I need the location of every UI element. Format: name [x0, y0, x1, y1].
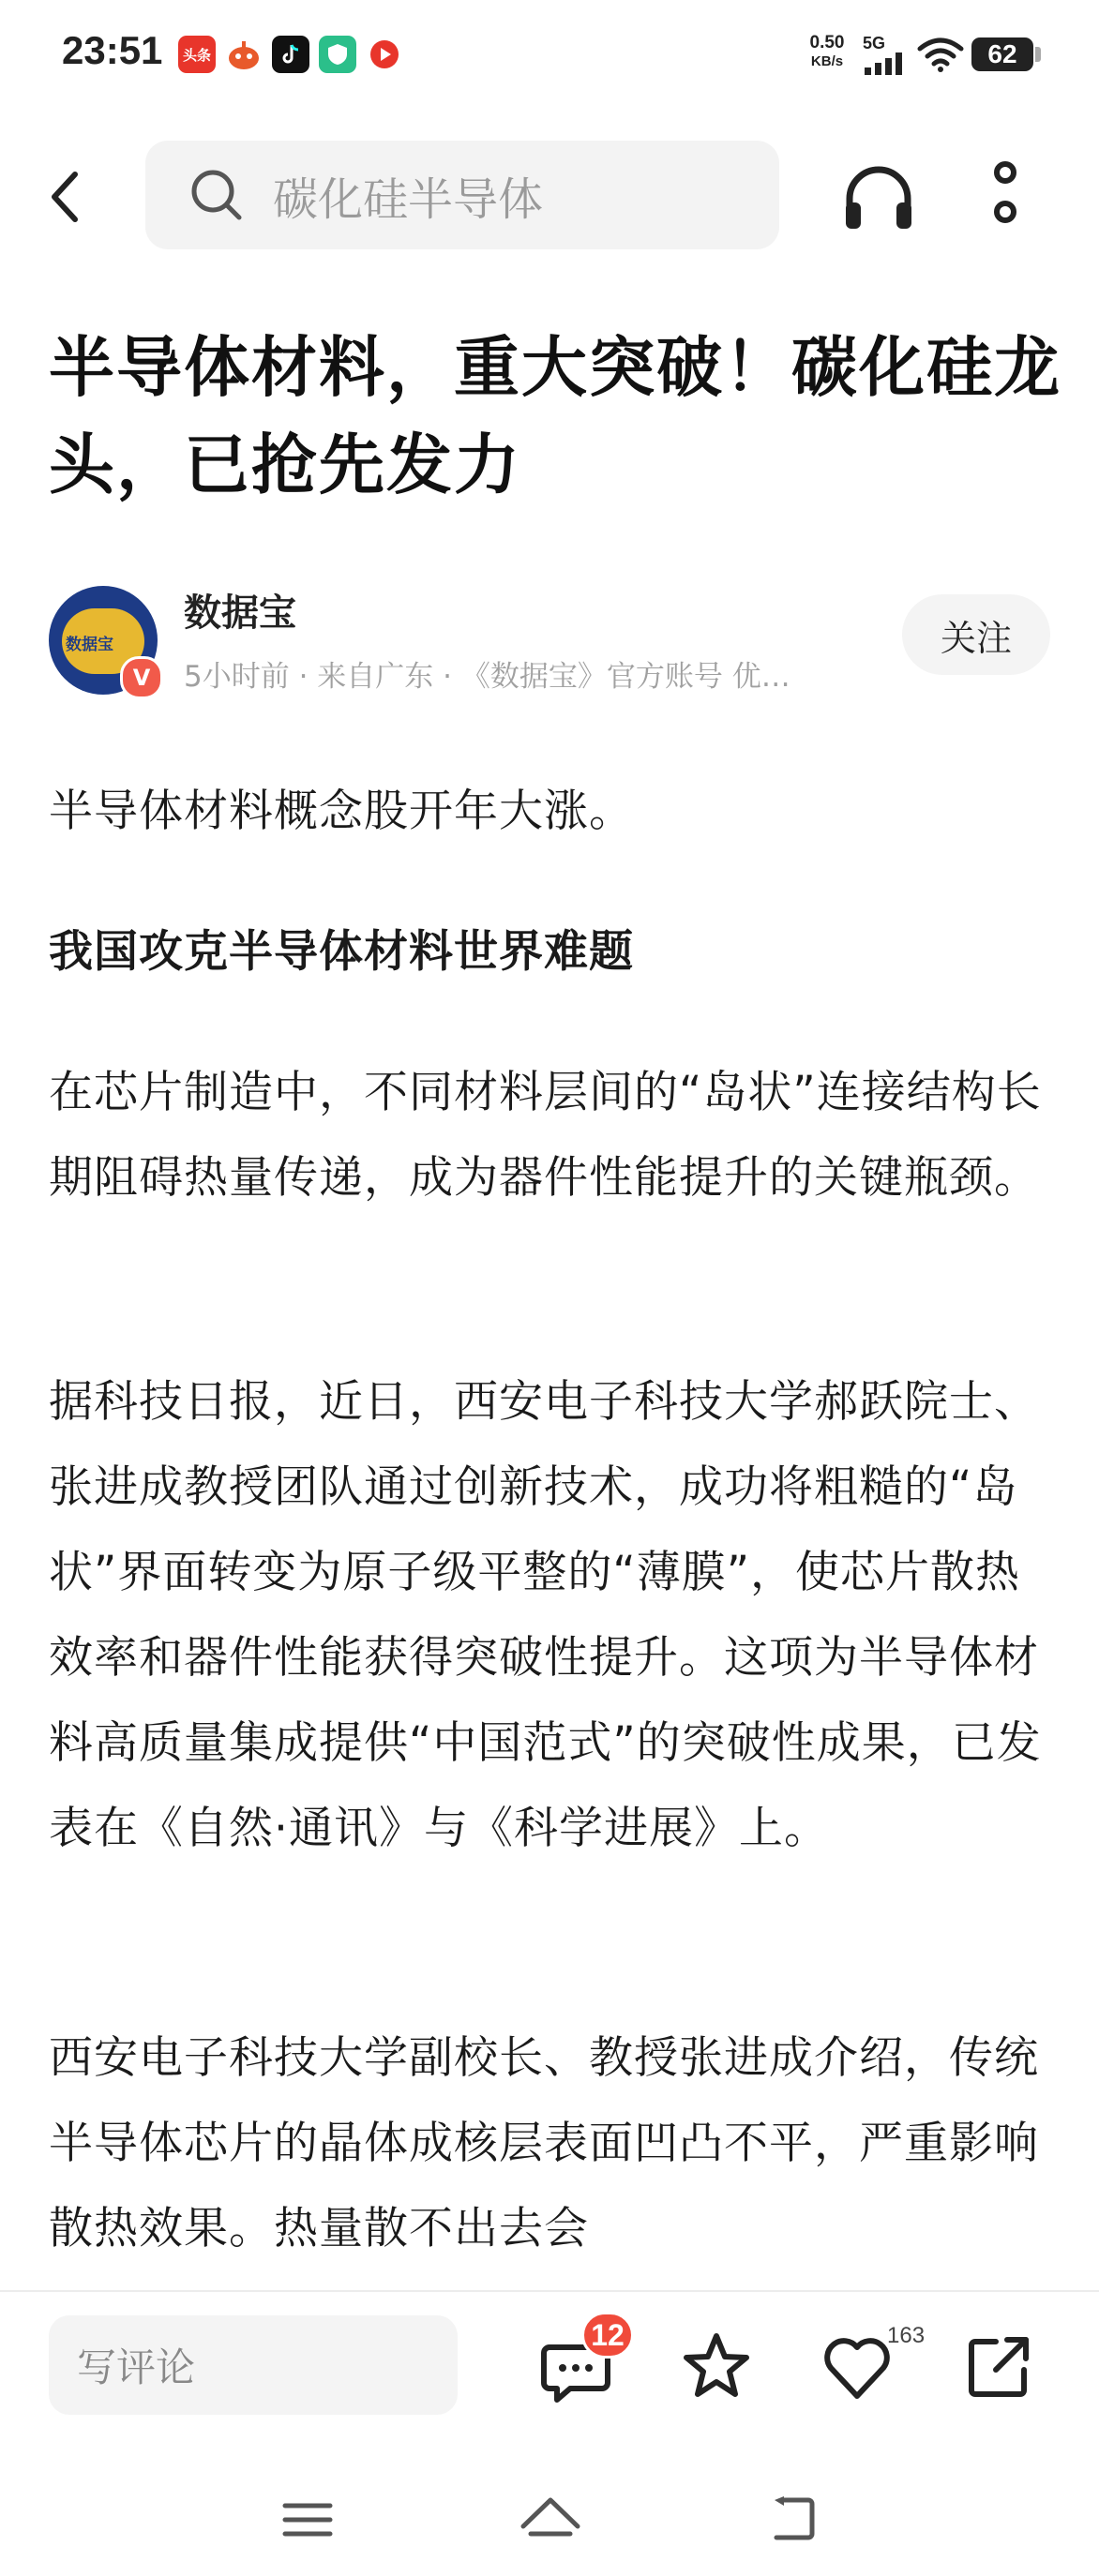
search-icon — [187, 165, 247, 225]
status-bar — [0, 0, 1099, 112]
avatar-text: 数据宝 — [66, 636, 113, 654]
author-meta: 5小时前 · 来自广东 · 《数据宝》官方账号 优… — [184, 660, 790, 694]
back-nav-icon[interactable] — [765, 2493, 821, 2545]
network-type: 5G — [863, 34, 886, 52]
more-vertical-icon — [985, 159, 1026, 236]
game-app-icon — [225, 36, 263, 73]
battery-indicator: 62 — [971, 37, 1033, 71]
article-subheading: 我国攻克半导体材料世界难题 — [49, 926, 634, 978]
system-nav-bar — [0, 2478, 1099, 2576]
signal-icon — [863, 52, 906, 75]
article-paragraph: 半导体材料概念股开年大涨。 — [49, 786, 634, 837]
record-app-icon — [366, 36, 403, 73]
follow-button[interactable]: 关注 — [902, 594, 1050, 675]
listen-button[interactable] — [840, 159, 917, 236]
network-speed: 0.50 KB/s — [809, 33, 845, 69]
author-name[interactable]: 数据宝 — [184, 592, 296, 635]
article-paragraph: 在芯片制造中，不同材料层间的“岛状”连接结构长期阻碍热量传递，成为器件性能提升的关键瓶颈。 — [49, 1067, 1042, 1204]
more-options-button[interactable] — [985, 159, 1026, 236]
chevron-left-icon — [47, 169, 84, 225]
comment-count-badge: 12 — [581, 2312, 634, 2359]
menu-icon[interactable] — [281, 2496, 334, 2543]
favorite-button[interactable] — [679, 2329, 754, 2404]
verified-badge: V — [120, 656, 163, 699]
like-button[interactable] — [820, 2330, 895, 2405]
tiktok-app-icon — [272, 36, 309, 73]
home-icon[interactable] — [518, 2491, 583, 2547]
wifi-icon — [917, 36, 964, 73]
like-count: 163 — [887, 2323, 926, 2348]
security-app-icon — [319, 36, 356, 73]
search-bar[interactable] — [145, 141, 779, 249]
share-button[interactable] — [962, 2329, 1037, 2404]
article-paragraph: 西安电子科技大学副校长、教授张进成介绍，传统半导体芯片的晶体成核层表面凹凸不平，严重影响散热效果。热量散不出去会 — [49, 2032, 1039, 2254]
back-button[interactable] — [38, 159, 94, 234]
star-icon — [679, 2329, 754, 2404]
battery-cap — [1035, 47, 1041, 62]
article-title: 半导体材料，重大突破！碳化硅龙头，已抢先发力 — [49, 329, 1061, 503]
share-icon — [962, 2329, 1037, 2404]
clock: 23:51 — [62, 28, 163, 72]
search-input[interactable]: 碳化硅半导体 — [273, 172, 544, 226]
comment-input[interactable]: 写评论 — [49, 2315, 458, 2415]
headphone-icon — [840, 159, 917, 236]
article-paragraph: 据科技日报，近日，西安电子科技大学郝跃院士、张进成教授团队通过创新技术，成功将粗糙的“岛状”界面转变为原子级平整的“薄膜”，使芯片散热效率和器件性能获得突破性提升。这项为半导体材料高质量集成提供“中国范式”的突破性成果，已发表在《自然·通讯》与《科学进展》上。 — [49, 1376, 1042, 1854]
toutiao-app-icon: 头条 — [178, 36, 216, 73]
heart-icon — [820, 2330, 895, 2405]
